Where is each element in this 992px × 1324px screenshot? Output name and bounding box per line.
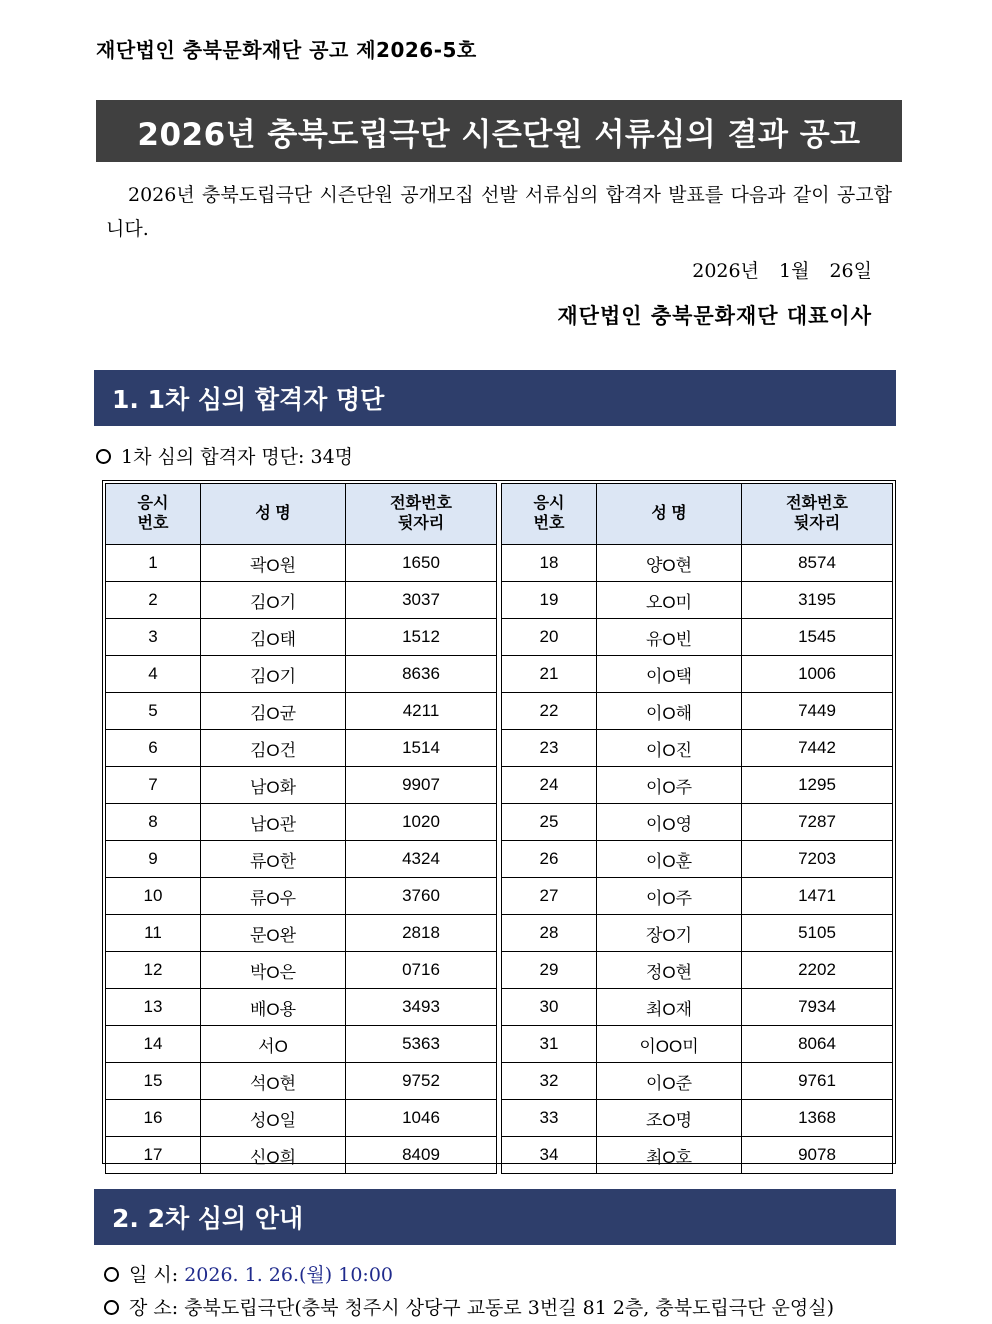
notice-date: 2026년 1월 26일 xyxy=(692,260,872,282)
table-row xyxy=(106,545,497,582)
phone-suffix: 3037 xyxy=(346,582,497,619)
applicant-number: 3 xyxy=(106,619,201,656)
circle-bullet-icon xyxy=(104,1267,119,1282)
applicant-name: 이O진 xyxy=(597,730,742,767)
applicant-number: 31 xyxy=(502,1026,597,1063)
phone-suffix: 8636 xyxy=(346,656,497,693)
applicant-name: 이O택 xyxy=(597,656,742,693)
table-row xyxy=(106,1137,497,1174)
header-no: 응시 번호 xyxy=(106,484,201,545)
table-row xyxy=(106,619,497,656)
applicant-name: 장O기 xyxy=(597,915,742,952)
passers-table-frame xyxy=(102,480,896,1167)
passers-table-right xyxy=(501,483,893,1174)
applicant-number: 26 xyxy=(502,841,597,878)
phone-suffix: 1295 xyxy=(742,767,893,804)
phone-suffix: 3195 xyxy=(742,582,893,619)
place-line xyxy=(104,1293,834,1320)
applicant-number: 18 xyxy=(502,545,597,582)
schedule-line xyxy=(104,1260,393,1287)
phone-suffix: 8574 xyxy=(742,545,893,582)
applicant-number: 14 xyxy=(106,1026,201,1063)
phone-suffix: 7203 xyxy=(742,841,893,878)
table-row xyxy=(502,730,893,767)
table-row xyxy=(502,1063,893,1100)
passers-table-left xyxy=(105,483,497,1174)
intro-paragraph xyxy=(106,178,892,246)
applicant-name: 이O준 xyxy=(597,1063,742,1100)
applicant-name: 김O균 xyxy=(201,693,346,730)
applicant-number: 10 xyxy=(106,878,201,915)
applicant-number: 12 xyxy=(106,952,201,989)
phone-suffix: 7442 xyxy=(742,730,893,767)
applicant-number: 32 xyxy=(502,1063,597,1100)
table-header-row xyxy=(502,484,893,545)
applicant-number: 2 xyxy=(106,582,201,619)
applicant-name: 양O현 xyxy=(597,545,742,582)
applicant-name: 박O은 xyxy=(201,952,346,989)
table-row xyxy=(502,582,893,619)
applicant-name: 최O호 xyxy=(597,1137,742,1174)
applicant-number: 21 xyxy=(502,656,597,693)
applicant-number: 20 xyxy=(502,619,597,656)
phone-suffix: 7449 xyxy=(742,693,893,730)
table-row xyxy=(502,619,893,656)
header-phone: 전화번호 뒷자리 xyxy=(346,484,497,545)
notice-number: 재단법인 충북문화재단 공고 제2026-5호 xyxy=(96,38,477,62)
phone-suffix: 1368 xyxy=(742,1100,893,1137)
applicant-number: 16 xyxy=(106,1100,201,1137)
table-row xyxy=(106,1063,497,1100)
table-row xyxy=(502,989,893,1026)
table-row xyxy=(502,693,893,730)
applicant-name: 류O한 xyxy=(201,841,346,878)
section2-title: 2. 2차 심의 안내 xyxy=(94,1189,896,1245)
place-value: 충북도립극단(충북 청주시 상당구 교동로 3번길 81 2층, 충북도립극단 운영실) xyxy=(184,1297,835,1319)
phone-suffix: 4211 xyxy=(346,693,497,730)
phone-suffix: 2202 xyxy=(742,952,893,989)
phone-suffix: 4324 xyxy=(346,841,497,878)
applicant-name: 서O xyxy=(201,1026,346,1063)
phone-suffix: 3493 xyxy=(346,989,497,1026)
intro-text: 2026년 충북도립극단 시즌단원 공개모집 선발 서류심의 합격자 발표를 다음과 같이 공고합니다. xyxy=(106,184,892,240)
summary-text: 1차 심의 합격자 명단: 34명 xyxy=(121,446,354,468)
applicant-name: 곽O원 xyxy=(201,545,346,582)
table-row xyxy=(106,841,497,878)
table-row xyxy=(106,767,497,804)
applicant-number: 19 xyxy=(502,582,597,619)
applicant-name: 배O용 xyxy=(201,989,346,1026)
table-row xyxy=(106,952,497,989)
applicant-number: 25 xyxy=(502,804,597,841)
table-row xyxy=(106,989,497,1026)
applicant-name: 성O일 xyxy=(201,1100,346,1137)
issuer: 재단법인 충북문화재단 대표이사 xyxy=(557,304,872,328)
applicant-number: 11 xyxy=(106,915,201,952)
phone-suffix: 8409 xyxy=(346,1137,497,1174)
applicant-name: 조O명 xyxy=(597,1100,742,1137)
circle-bullet-icon xyxy=(104,1300,119,1315)
phone-suffix: 1006 xyxy=(742,656,893,693)
header-no: 응시 번호 xyxy=(502,484,597,545)
table-row xyxy=(502,1026,893,1063)
right-table-body xyxy=(502,545,893,1174)
applicant-number: 17 xyxy=(106,1137,201,1174)
applicant-number: 29 xyxy=(502,952,597,989)
applicant-number: 5 xyxy=(106,693,201,730)
table-header-row xyxy=(106,484,497,545)
table-row xyxy=(106,915,497,952)
header-phone: 전화번호 뒷자리 xyxy=(742,484,893,545)
applicant-name: 이O영 xyxy=(597,804,742,841)
applicant-name: 김O기 xyxy=(201,656,346,693)
applicant-number: 8 xyxy=(106,804,201,841)
applicant-number: 33 xyxy=(502,1100,597,1137)
applicant-name: 석O현 xyxy=(201,1063,346,1100)
place-label: 장 소: xyxy=(129,1297,185,1319)
header-name: 성 명 xyxy=(201,484,346,545)
phone-suffix: 1046 xyxy=(346,1100,497,1137)
header-name: 성 명 xyxy=(597,484,742,545)
table-row xyxy=(502,1137,893,1174)
table-row xyxy=(502,1100,893,1137)
applicant-number: 34 xyxy=(502,1137,597,1174)
phone-suffix: 7934 xyxy=(742,989,893,1026)
applicant-number: 15 xyxy=(106,1063,201,1100)
table-row xyxy=(106,878,497,915)
table-row xyxy=(502,804,893,841)
applicant-number: 13 xyxy=(106,989,201,1026)
phone-suffix: 9078 xyxy=(742,1137,893,1174)
table-row xyxy=(502,952,893,989)
phone-suffix: 1545 xyxy=(742,619,893,656)
schedule-label: 일 시: xyxy=(129,1264,185,1286)
table-row xyxy=(502,767,893,804)
applicant-number: 28 xyxy=(502,915,597,952)
section1-summary xyxy=(96,442,353,469)
phone-suffix: 1512 xyxy=(346,619,497,656)
document-title: 2026년 충북도립극단 시즌단원 서류심의 결과 공고 xyxy=(96,100,902,162)
phone-suffix: 5363 xyxy=(346,1026,497,1063)
applicant-name: 이O주 xyxy=(597,878,742,915)
phone-suffix: 1650 xyxy=(346,545,497,582)
phone-suffix: 1471 xyxy=(742,878,893,915)
table-row xyxy=(502,656,893,693)
applicant-name: 최O재 xyxy=(597,989,742,1026)
applicant-name: 이O훈 xyxy=(597,841,742,878)
applicant-number: 7 xyxy=(106,767,201,804)
circle-bullet-icon xyxy=(96,449,111,464)
table-row xyxy=(502,915,893,952)
applicant-name: 류O우 xyxy=(201,878,346,915)
applicant-name: 신O희 xyxy=(201,1137,346,1174)
applicant-name: 이OO미 xyxy=(597,1026,742,1063)
applicant-name: 문O완 xyxy=(201,915,346,952)
table-row xyxy=(106,1100,497,1137)
applicant-number: 27 xyxy=(502,878,597,915)
applicant-name: 남O화 xyxy=(201,767,346,804)
applicant-name: 남O관 xyxy=(201,804,346,841)
applicant-name: 김O기 xyxy=(201,582,346,619)
table-row xyxy=(106,656,497,693)
left-table-body xyxy=(106,545,497,1174)
table-row xyxy=(502,878,893,915)
table-row xyxy=(106,693,497,730)
table-row xyxy=(106,804,497,841)
phone-suffix: 9752 xyxy=(346,1063,497,1100)
phone-suffix: 9761 xyxy=(742,1063,893,1100)
phone-suffix: 5105 xyxy=(742,915,893,952)
table-row xyxy=(502,841,893,878)
applicant-name: 정O현 xyxy=(597,952,742,989)
table-row xyxy=(106,730,497,767)
table-row xyxy=(502,545,893,582)
applicant-name: 오O미 xyxy=(597,582,742,619)
applicant-number: 9 xyxy=(106,841,201,878)
phone-suffix: 1020 xyxy=(346,804,497,841)
phone-suffix: 2818 xyxy=(346,915,497,952)
applicant-name: 이O해 xyxy=(597,693,742,730)
table-row xyxy=(106,1026,497,1063)
applicant-number: 4 xyxy=(106,656,201,693)
applicant-name: 이O주 xyxy=(597,767,742,804)
applicant-number: 23 xyxy=(502,730,597,767)
phone-suffix: 9907 xyxy=(346,767,497,804)
phone-suffix: 1514 xyxy=(346,730,497,767)
phone-suffix: 8064 xyxy=(742,1026,893,1063)
applicant-name: 김O태 xyxy=(201,619,346,656)
phone-suffix: 7287 xyxy=(742,804,893,841)
phone-suffix: 3760 xyxy=(346,878,497,915)
applicant-number: 6 xyxy=(106,730,201,767)
applicant-number: 24 xyxy=(502,767,597,804)
phone-suffix: 0716 xyxy=(346,952,497,989)
table-row xyxy=(106,582,497,619)
section1-title: 1. 1차 심의 합격자 명단 xyxy=(94,370,896,426)
applicant-number: 1 xyxy=(106,545,201,582)
applicant-name: 유O빈 xyxy=(597,619,742,656)
applicant-name: 김O건 xyxy=(201,730,346,767)
schedule-value: 2026. 1. 26.(월) 10:00 xyxy=(184,1264,393,1286)
applicant-number: 30 xyxy=(502,989,597,1026)
applicant-number: 22 xyxy=(502,693,597,730)
